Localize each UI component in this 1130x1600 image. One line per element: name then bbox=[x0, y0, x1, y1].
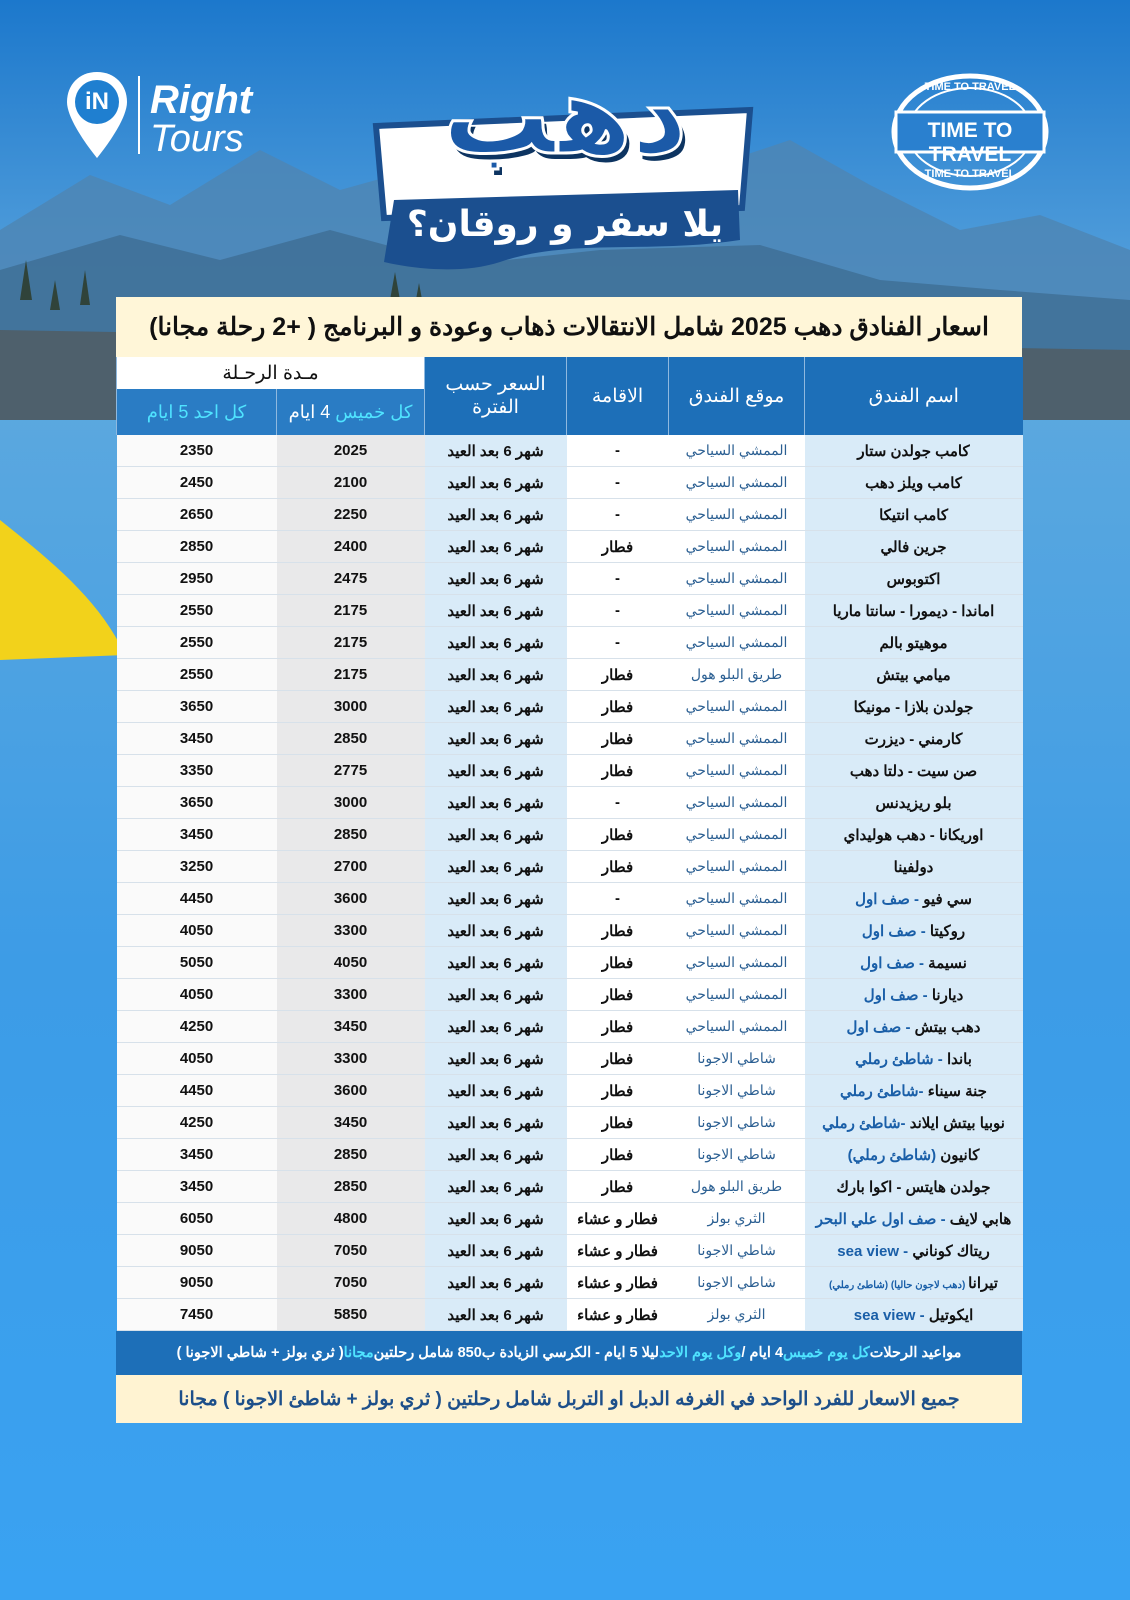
price-5-days-cell: 2550 bbox=[117, 627, 277, 659]
note-d: وكل يوم الاحد bbox=[659, 1345, 742, 1361]
hotel-location-cell: الممشي السياحي bbox=[669, 979, 805, 1011]
hotel-location-cell: الممشي السياحي bbox=[669, 531, 805, 563]
period-cell: شهر 6 بعد العيد bbox=[425, 627, 567, 659]
board-cell: فطار bbox=[567, 531, 669, 563]
price-5-days-cell: 4450 bbox=[117, 883, 277, 915]
price-4-days-cell: 3000 bbox=[277, 691, 425, 723]
table-row bbox=[117, 1299, 1023, 1331]
price-5-days-cell: 3450 bbox=[117, 1139, 277, 1171]
price-4-days-cell: 3300 bbox=[277, 979, 425, 1011]
period-cell: شهر 6 بعد العيد bbox=[425, 1299, 567, 1331]
hotel-name: تيرانا bbox=[968, 1274, 998, 1292]
hotel-name-cell bbox=[805, 467, 1023, 499]
hotel-name-cell bbox=[805, 947, 1023, 979]
hotel-name-note: - شاطئ رملي bbox=[855, 1050, 947, 1068]
hotel-name-cell bbox=[805, 1107, 1023, 1139]
table-row bbox=[117, 819, 1023, 851]
period-cell: شهر 6 بعد العيد bbox=[425, 691, 567, 723]
price-4-days-cell: 2250 bbox=[277, 499, 425, 531]
hotel-name-cell bbox=[805, 1203, 1023, 1235]
note-g: ( ثري بولز + شاطي الاجونا ) bbox=[176, 1345, 344, 1361]
note-b: كل يوم خميس bbox=[783, 1345, 870, 1361]
hotel-name: ديارنا bbox=[931, 986, 964, 1004]
table-row bbox=[117, 1267, 1023, 1299]
hotel-name: اوريكانا - دهب هوليداي bbox=[843, 826, 984, 844]
table-row bbox=[117, 467, 1023, 499]
note-c: 4 ايام / bbox=[741, 1345, 784, 1361]
table-row bbox=[117, 627, 1023, 659]
price-table-card bbox=[116, 297, 1022, 1423]
board-cell: فطار bbox=[567, 1171, 669, 1203]
hotel-name-note: - sea view bbox=[837, 1242, 913, 1260]
yellow-swoosh bbox=[0, 520, 130, 660]
hotel-name-cell bbox=[805, 915, 1023, 947]
table-heading: اسعار الفنادق دهب 2025 شامل الانتقالات ذهاب وعودة و البرنامج ( +2 رحلة مجانا) bbox=[116, 297, 1022, 357]
period-cell: شهر 6 بعد العيد bbox=[425, 883, 567, 915]
table-row bbox=[117, 851, 1023, 883]
hotel-name-note: (شاطئ رملي) bbox=[847, 1146, 941, 1164]
period-cell: شهر 6 بعد العيد bbox=[425, 595, 567, 627]
board-cell: فطار bbox=[567, 1075, 669, 1107]
price-5-days-cell: 2450 bbox=[117, 467, 277, 499]
note-a: مواعيد الرحلات bbox=[869, 1345, 962, 1361]
hotel-location-cell: شاطي الاجونا bbox=[669, 1235, 805, 1267]
period-cell: شهر 6 بعد العيد bbox=[425, 1043, 567, 1075]
board-cell: فطار bbox=[567, 947, 669, 979]
hotel-location-cell: شاطي الاجونا bbox=[669, 1043, 805, 1075]
period-cell: شهر 6 بعد العيد bbox=[425, 851, 567, 883]
hotel-price-table bbox=[116, 357, 1023, 1331]
col-thursday-suffix: 4 ايام bbox=[288, 401, 331, 422]
period-cell: شهر 6 بعد العيد bbox=[425, 659, 567, 691]
hotel-name: اماندا - ديمورا - سانتا ماريا bbox=[832, 602, 995, 620]
price-4-days-cell: 3600 bbox=[277, 1075, 425, 1107]
board-cell: فطار و عشاء bbox=[567, 1267, 669, 1299]
hotel-location-cell: شاطي الاجونا bbox=[669, 1139, 805, 1171]
period-cell: شهر 6 بعد العيد bbox=[425, 755, 567, 787]
hotel-name: كارمني - ديزرت bbox=[864, 730, 963, 748]
col-sunday-5-days bbox=[117, 389, 277, 435]
hotel-name: دولفينا bbox=[893, 858, 934, 876]
hotel-location-cell: الممشي السياحي bbox=[669, 851, 805, 883]
board-cell: - bbox=[567, 435, 669, 467]
hotel-name-cell bbox=[805, 531, 1023, 563]
price-4-days-cell: 7050 bbox=[277, 1267, 425, 1299]
hotel-location-cell: الثري بولز bbox=[669, 1299, 805, 1331]
hotel-name: جولدن بلازا - مونيكا bbox=[853, 698, 974, 716]
hotel-name: كانيون bbox=[940, 1146, 980, 1164]
hotel-location-cell: شاطي الاجونا bbox=[669, 1267, 805, 1299]
table-row bbox=[117, 787, 1023, 819]
table-row bbox=[117, 1203, 1023, 1235]
board-cell: فطار bbox=[567, 755, 669, 787]
col-duration: مـدة الرحـلة bbox=[117, 357, 425, 389]
hotel-name: دهب بيتش bbox=[914, 1018, 981, 1036]
table-row bbox=[117, 563, 1023, 595]
price-4-days-cell: 2775 bbox=[277, 755, 425, 787]
price-5-days-cell: 9050 bbox=[117, 1267, 277, 1299]
col-hotel-name: اسم الفندق bbox=[805, 357, 1023, 435]
price-4-days-cell: 3000 bbox=[277, 787, 425, 819]
table-row bbox=[117, 659, 1023, 691]
hotel-location-cell: الثري بولز bbox=[669, 1203, 805, 1235]
table-row bbox=[117, 499, 1023, 531]
board-cell: فطار bbox=[567, 1107, 669, 1139]
right-tours-logo bbox=[60, 70, 270, 170]
hotel-name-cell bbox=[805, 499, 1023, 531]
stamp-bottom-text: TIME TO TRAVEL bbox=[924, 168, 1016, 180]
hotel-name: ايكوتيل bbox=[928, 1306, 974, 1324]
price-5-days-cell: 4250 bbox=[117, 1011, 277, 1043]
board-cell: - bbox=[567, 787, 669, 819]
board-cell: فطار bbox=[567, 851, 669, 883]
price-4-days-cell: 2475 bbox=[277, 563, 425, 595]
table-row bbox=[117, 1139, 1023, 1171]
table-row bbox=[117, 979, 1023, 1011]
hotel-location-cell: الممشي السياحي bbox=[669, 947, 805, 979]
period-cell: شهر 6 بعد العيد bbox=[425, 563, 567, 595]
logo-mark: iN bbox=[85, 88, 109, 115]
hotel-name-cell bbox=[805, 1075, 1023, 1107]
price-4-days-cell: 2700 bbox=[277, 851, 425, 883]
hotel-name: كامب جولدن ستار bbox=[857, 442, 970, 460]
price-5-days-cell: 3250 bbox=[117, 851, 277, 883]
period-cell: شهر 6 بعد العيد bbox=[425, 1267, 567, 1299]
hotel-name: باندا bbox=[946, 1050, 972, 1068]
price-4-days-cell: 2025 bbox=[277, 435, 425, 467]
hotel-name: جرين فالي bbox=[880, 538, 947, 556]
table-row bbox=[117, 1107, 1023, 1139]
board-cell: فطار bbox=[567, 1011, 669, 1043]
hotel-location-cell: الممشي السياحي bbox=[669, 915, 805, 947]
price-5-days-cell: 4050 bbox=[117, 915, 277, 947]
period-cell: شهر 6 بعد العيد bbox=[425, 947, 567, 979]
price-4-days-cell: 3300 bbox=[277, 1043, 425, 1075]
table-row bbox=[117, 947, 1023, 979]
board-cell: - bbox=[567, 499, 669, 531]
price-5-days-cell: 2850 bbox=[117, 531, 277, 563]
board-cell: فطار bbox=[567, 979, 669, 1011]
period-cell: شهر 6 بعد العيد bbox=[425, 915, 567, 947]
banner-tagline: يلا سفر و روقان؟ bbox=[406, 204, 724, 245]
hotel-name-cell bbox=[805, 1139, 1023, 1171]
hotel-name-note: - sea view bbox=[853, 1306, 929, 1324]
hotel-name-cell bbox=[805, 787, 1023, 819]
price-4-days-cell: 3600 bbox=[277, 883, 425, 915]
logo-line-2: Tours bbox=[150, 118, 244, 160]
table-row bbox=[117, 883, 1023, 915]
price-5-days-cell: 4450 bbox=[117, 1075, 277, 1107]
hotel-name: نوبيا بيتش ايلاند bbox=[909, 1114, 1005, 1132]
board-cell: فطار و عشاء bbox=[567, 1299, 669, 1331]
hotel-location-cell: شاطي الاجونا bbox=[669, 1075, 805, 1107]
logo-text bbox=[150, 80, 252, 158]
hotel-name-note: - صف اول bbox=[863, 986, 932, 1004]
table-row bbox=[117, 755, 1023, 787]
stamp-center-text: TIME TO TRAVEL bbox=[927, 119, 1013, 166]
hotel-name-note: - صف اول علي البحر bbox=[815, 1210, 950, 1228]
board-cell: - bbox=[567, 595, 669, 627]
hotel-location-cell: طريق البلو هول bbox=[669, 1171, 805, 1203]
price-5-days-cell: 2650 bbox=[117, 499, 277, 531]
hotel-name-cell bbox=[805, 1011, 1023, 1043]
table-row bbox=[117, 1235, 1023, 1267]
price-4-days-cell: 3450 bbox=[277, 1011, 425, 1043]
price-4-days-cell: 4800 bbox=[277, 1203, 425, 1235]
hotel-name: جولدن هايتس - اكوا بارك bbox=[836, 1178, 991, 1196]
table-row bbox=[117, 1043, 1023, 1075]
hotel-name-note: -شاطئ رملي bbox=[822, 1114, 910, 1132]
hotel-location-cell: شاطي الاجونا bbox=[669, 1107, 805, 1139]
price-5-days-cell: 2950 bbox=[117, 563, 277, 595]
price-5-days-cell: 2350 bbox=[117, 435, 277, 467]
price-4-days-cell: 3450 bbox=[277, 1107, 425, 1139]
price-4-days-cell: 2175 bbox=[277, 659, 425, 691]
hotel-location-cell: الممشي السياحي bbox=[669, 883, 805, 915]
hotel-name-cell bbox=[805, 1043, 1023, 1075]
hotel-name: روكيتا bbox=[929, 922, 966, 940]
period-cell: شهر 6 بعد العيد bbox=[425, 435, 567, 467]
hotel-name-cell bbox=[805, 1267, 1023, 1299]
hotel-location-cell: الممشي السياحي bbox=[669, 467, 805, 499]
board-cell: - bbox=[567, 467, 669, 499]
col-period: السعر حسب الفترة bbox=[425, 357, 567, 435]
price-4-days-cell: 2100 bbox=[277, 467, 425, 499]
note-f: مجانا bbox=[343, 1345, 374, 1361]
period-cell: شهر 6 بعد العيد bbox=[425, 499, 567, 531]
board-cell: فطار و عشاء bbox=[567, 1235, 669, 1267]
table-row bbox=[117, 1171, 1023, 1203]
price-5-days-cell: 5050 bbox=[117, 947, 277, 979]
board-cell: فطار bbox=[567, 659, 669, 691]
price-5-days-cell: 2550 bbox=[117, 659, 277, 691]
board-cell: فطار bbox=[567, 915, 669, 947]
hotel-name: كامب ويلز دهب bbox=[865, 474, 962, 492]
hotel-name-cell bbox=[805, 595, 1023, 627]
period-cell: شهر 6 بعد العيد bbox=[425, 1107, 567, 1139]
price-4-days-cell: 2400 bbox=[277, 531, 425, 563]
trip-schedule-note bbox=[116, 1331, 1022, 1375]
price-4-days-cell: 2850 bbox=[277, 723, 425, 755]
hotel-name: اكتوبوس bbox=[886, 570, 941, 588]
price-5-days-cell: 4250 bbox=[117, 1107, 277, 1139]
price-4-days-cell: 3300 bbox=[277, 915, 425, 947]
hotel-name-note: (دهب لاجون حاليا) (شاطئ رملي) bbox=[829, 1279, 969, 1291]
period-cell: شهر 6 بعد العيد bbox=[425, 1075, 567, 1107]
period-cell: شهر 6 بعد العيد bbox=[425, 979, 567, 1011]
hotel-name-note: - صف اول bbox=[860, 954, 929, 972]
price-4-days-cell: 7050 bbox=[277, 1235, 425, 1267]
board-cell: فطار bbox=[567, 723, 669, 755]
hotel-location-cell: الممشي السياحي bbox=[669, 755, 805, 787]
hotel-name-note: - صف اول bbox=[861, 922, 930, 940]
hotel-name-cell bbox=[805, 723, 1023, 755]
price-5-days-cell: 3650 bbox=[117, 691, 277, 723]
table-row bbox=[117, 1075, 1023, 1107]
hotel-name-cell bbox=[805, 691, 1023, 723]
price-5-days-cell: 7450 bbox=[117, 1299, 277, 1331]
period-cell: شهر 6 بعد العيد bbox=[425, 1203, 567, 1235]
price-4-days-cell: 4050 bbox=[277, 947, 425, 979]
price-5-days-cell: 3450 bbox=[117, 819, 277, 851]
price-5-days-cell: 4050 bbox=[117, 979, 277, 1011]
hotel-name-cell bbox=[805, 435, 1023, 467]
price-4-days-cell: 2175 bbox=[277, 595, 425, 627]
hotel-name: ريتاك كوناني bbox=[912, 1242, 990, 1260]
board-cell: - bbox=[567, 563, 669, 595]
price-5-days-cell: 3450 bbox=[117, 1171, 277, 1203]
logo-divider bbox=[138, 76, 140, 154]
board-cell: - bbox=[567, 627, 669, 659]
logo-line-1: Right bbox=[150, 78, 253, 122]
table-row bbox=[117, 915, 1023, 947]
hotel-name: هابي لايف bbox=[949, 1210, 1012, 1228]
price-5-days-cell: 6050 bbox=[117, 1203, 277, 1235]
board-cell: فطار bbox=[567, 691, 669, 723]
price-4-days-cell: 2175 bbox=[277, 627, 425, 659]
hotel-location-cell: الممشي السياحي bbox=[669, 819, 805, 851]
col-board: الاقامة bbox=[567, 357, 669, 435]
hotel-location-cell: الممشي السياحي bbox=[669, 435, 805, 467]
hotel-name: كامب انتيكا bbox=[879, 506, 948, 524]
period-cell: شهر 6 بعد العيد bbox=[425, 1171, 567, 1203]
hotel-name: موهيتو بالم bbox=[879, 634, 948, 652]
board-cell: فطار bbox=[567, 1043, 669, 1075]
price-5-days-cell: 4050 bbox=[117, 1043, 277, 1075]
hotel-name-cell bbox=[805, 819, 1023, 851]
price-disclaimer: جميع الاسعار للفرد الواحد في الغرفه الدبل او التربل شامل رحلتين ( ثري بولز + شاطئ الاجونا ) مجانا bbox=[116, 1375, 1022, 1423]
hotel-name: ميامي بيتش bbox=[876, 666, 951, 684]
board-cell: فطار bbox=[567, 1139, 669, 1171]
price-4-days-cell: 2850 bbox=[277, 819, 425, 851]
banner-title: دهب bbox=[442, 54, 688, 179]
period-cell: شهر 6 بعد العيد bbox=[425, 1235, 567, 1267]
board-cell: - bbox=[567, 883, 669, 915]
table-row bbox=[117, 595, 1023, 627]
hotel-name-cell bbox=[805, 1299, 1023, 1331]
col-thursday-prefix: كل خميس bbox=[335, 401, 413, 422]
hotel-name: جنة سيناء bbox=[927, 1082, 987, 1100]
hotel-location-cell: الممشي السياحي bbox=[669, 787, 805, 819]
hotel-name: بلو ريزيدنس bbox=[875, 794, 952, 812]
stamp-top-text: TIME TO TRAVEL bbox=[924, 81, 1016, 93]
table-row bbox=[117, 723, 1023, 755]
period-cell: شهر 6 بعد العيد bbox=[425, 1139, 567, 1171]
price-5-days-cell: 3650 bbox=[117, 787, 277, 819]
price-5-days-cell: 9050 bbox=[117, 1235, 277, 1267]
hotel-name-cell bbox=[805, 883, 1023, 915]
price-5-days-cell: 3450 bbox=[117, 723, 277, 755]
hotel-location-cell: الممشي السياحي bbox=[669, 723, 805, 755]
hotel-name-cell bbox=[805, 659, 1023, 691]
price-4-days-cell: 2850 bbox=[277, 1139, 425, 1171]
hotel-name-note: -شاطئ رملي bbox=[840, 1082, 928, 1100]
board-cell: فطار و عشاء bbox=[567, 1203, 669, 1235]
price-5-days-cell: 2550 bbox=[117, 595, 277, 627]
hotel-location-cell: الممشي السياحي bbox=[669, 563, 805, 595]
hotel-name-cell bbox=[805, 755, 1023, 787]
hotel-name: نسيمة bbox=[928, 954, 967, 972]
hotel-name-cell bbox=[805, 851, 1023, 883]
dahab-title-card bbox=[370, 40, 760, 280]
hotel-location-cell: الممشي السياحي bbox=[669, 499, 805, 531]
hotel-name-cell bbox=[805, 1171, 1023, 1203]
col-sunday-label: كل احد 5 ايام bbox=[146, 401, 247, 422]
table-row bbox=[117, 691, 1023, 723]
period-cell: شهر 6 بعد العيد bbox=[425, 1011, 567, 1043]
price-4-days-cell: 5850 bbox=[277, 1299, 425, 1331]
hotel-location-cell: الممشي السياحي bbox=[669, 595, 805, 627]
period-cell: شهر 6 بعد العيد bbox=[425, 467, 567, 499]
hotel-name-cell bbox=[805, 627, 1023, 659]
hotel-name-note: - صف اول bbox=[855, 890, 924, 908]
hotel-location-cell: الممشي السياحي bbox=[669, 627, 805, 659]
period-cell: شهر 6 بعد العيد bbox=[425, 787, 567, 819]
col-hotel-location: موقع الفندق bbox=[669, 357, 805, 435]
time-to-travel-stamp bbox=[890, 72, 1050, 192]
price-4-days-cell: 2850 bbox=[277, 1171, 425, 1203]
table-row bbox=[117, 531, 1023, 563]
period-cell: شهر 6 بعد العيد bbox=[425, 819, 567, 851]
board-cell: فطار bbox=[567, 819, 669, 851]
hotel-location-cell: الممشي السياحي bbox=[669, 1011, 805, 1043]
col-thursday-4-days bbox=[277, 389, 425, 435]
period-cell: شهر 6 بعد العيد bbox=[425, 723, 567, 755]
hotel-location-cell: الممشي السياحي bbox=[669, 691, 805, 723]
hotel-name: سي فيو bbox=[923, 890, 972, 908]
hotel-name-cell bbox=[805, 979, 1023, 1011]
price-5-days-cell: 3350 bbox=[117, 755, 277, 787]
table-row bbox=[117, 1011, 1023, 1043]
hotel-name-cell bbox=[805, 1235, 1023, 1267]
hotel-name-note: - صف اول bbox=[846, 1018, 915, 1036]
period-cell: شهر 6 بعد العيد bbox=[425, 531, 567, 563]
hotel-name: صن سيت - دلتا دهب bbox=[849, 762, 978, 780]
table-row bbox=[117, 435, 1023, 467]
hotel-location-cell: طريق البلو هول bbox=[669, 659, 805, 691]
hotel-name-cell bbox=[805, 563, 1023, 595]
note-e: ليلا 5 ايام - الكرسي الزيادة ب850 شامل رحلتين bbox=[373, 1345, 660, 1361]
table-body bbox=[117, 435, 1023, 1331]
